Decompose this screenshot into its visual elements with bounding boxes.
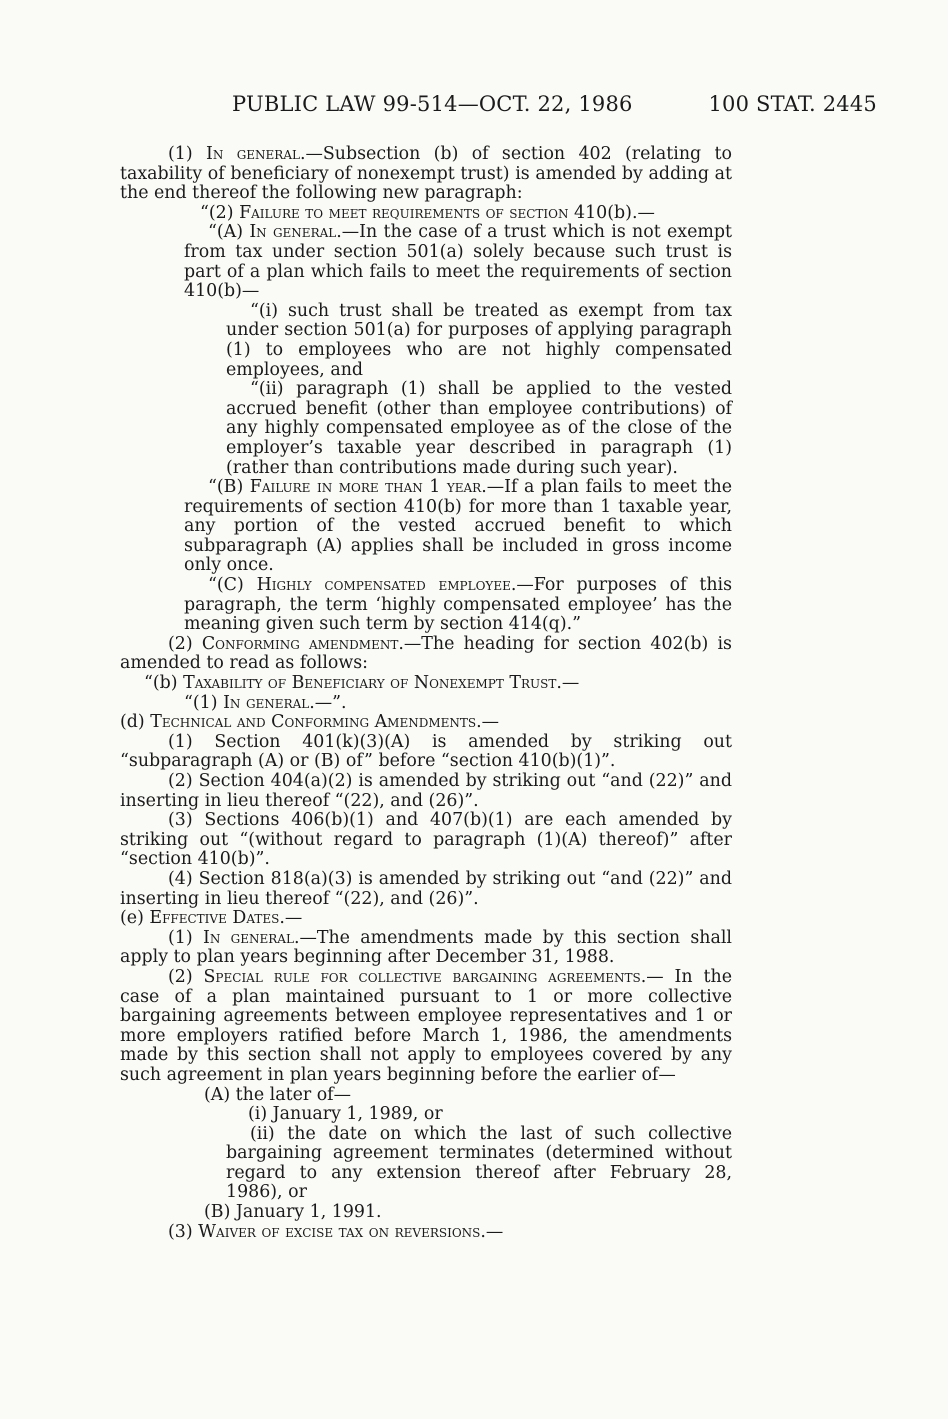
item-b-date: (B) January 1, 1991. [204, 1202, 382, 1223]
item-i-date: (i) January 1, 1989, or [248, 1104, 443, 1125]
amendment-d1: (1) Section 401(k)(3)(A) is amended by striking out “subparagraph (A) or (B) of” before “section 410(b)(1)”. [120, 731, 732, 772]
heading-1-in-general: “(1) In general.—”. [184, 692, 347, 713]
subparagraph-a: “(A) In general.—In the case of a trust which is not exempt from tax under section 501(a) solely because such trust is part of a plan which fails to meet the requirements of section 410(b)— [184, 222, 732, 302]
paragraph-3-waiver: (3) Waiver of excise tax on reversions.— [168, 1221, 504, 1242]
effective-e1: (1) In general.—The amendments made by this section shall apply to plan years beginning after December 31, 1988. [120, 927, 732, 968]
header-statute-page: 100 STAT. 2445 [708, 92, 877, 116]
page-header [232, 92, 877, 122]
item-a-later-of: (A) the later of— [204, 1084, 352, 1105]
document-body [120, 145, 732, 1242]
subsection-e-heading: (e) Effective Dates.— [120, 908, 303, 929]
heading-b-taxability: “(b) Taxability of Beneficiary of Nonexempt Trust.— [144, 673, 580, 694]
subparagraph-c: “(C) Highly compensated employee.—For purposes of this paragraph, the term ‘highly compensated employee’ has the meaning given such term by section 414(q).” [184, 575, 733, 635]
amendment-d2: (2) Section 404(a)(2) is amended by striking out “and (22)” and inserting in lieu thereof “(22), and (26)”. [120, 771, 732, 811]
clause-ii: “(ii) paragraph (1) shall be applied to the vested accrued benefit (other than employee contributions) of any highly compensated employee as of the close of the employer’s taxable year described in paragraph (1) (rather than contributions made during such year). [226, 379, 732, 478]
subsection-d-heading: (d) Technical and Conforming Amendments.— [120, 712, 500, 733]
amendment-d3: (3) Sections 406(b)(1) and 407(b)(1) are each amended by striking out “(without regard to paragraph (1)(A) thereof)” after “section 410(b)”. [120, 810, 732, 870]
clause-i: “(i) such trust shall be treated as exempt from tax under section 501(a) for purposes of applying paragraph (1) to employees who are not highly compensated employees, and [226, 300, 732, 380]
item-ii-date: (ii) the date on which the last of such collective bargaining agreement terminates (determined without regard to any extension thereof after February 28, 1986), or [226, 1123, 732, 1203]
effective-e2-special-rule: (2) Special rule for collective bargaining agreements.— In the case of a plan maintained pursuant to 1 or more collective bargaining agreements between employee representatives and 1 or more employers ratified before March 1, 1986, the amendments made by this section shall not apply to employees covered by any such agreement in plan years beginning before the earlier of— [120, 966, 732, 1085]
subparagraph-b: “(B) Failure in more than 1 year.—If a plan fails to meet the requirements of section 410(b) for more than 1 taxable year, any portion of the vested accrued benefit to which subparagraph (A) applies shall be included in gross income only once. [184, 477, 732, 576]
paragraph-1-in-general: (1) In general.—Subsection (b) of section 402 (relating to taxability of beneficiary of nonexempt trust) is amended by adding at the end thereof the following new paragraph: [120, 144, 732, 204]
amendment-d4: (4) Section 818(a)(3) is amended by striking out “and (22)” and inserting in lieu thereof “(22), and (26)”. [120, 868, 732, 909]
paragraph-2-heading: “(2) Failure to meet requirements of section 410(b).— [200, 202, 655, 223]
header-public-law: PUBLIC LAW 99-514—OCT. 22, 1986 [232, 92, 633, 116]
paragraph-2-conforming: (2) Conforming amendment.—The heading for section 402(b) is amended to read as follows: [120, 633, 732, 674]
